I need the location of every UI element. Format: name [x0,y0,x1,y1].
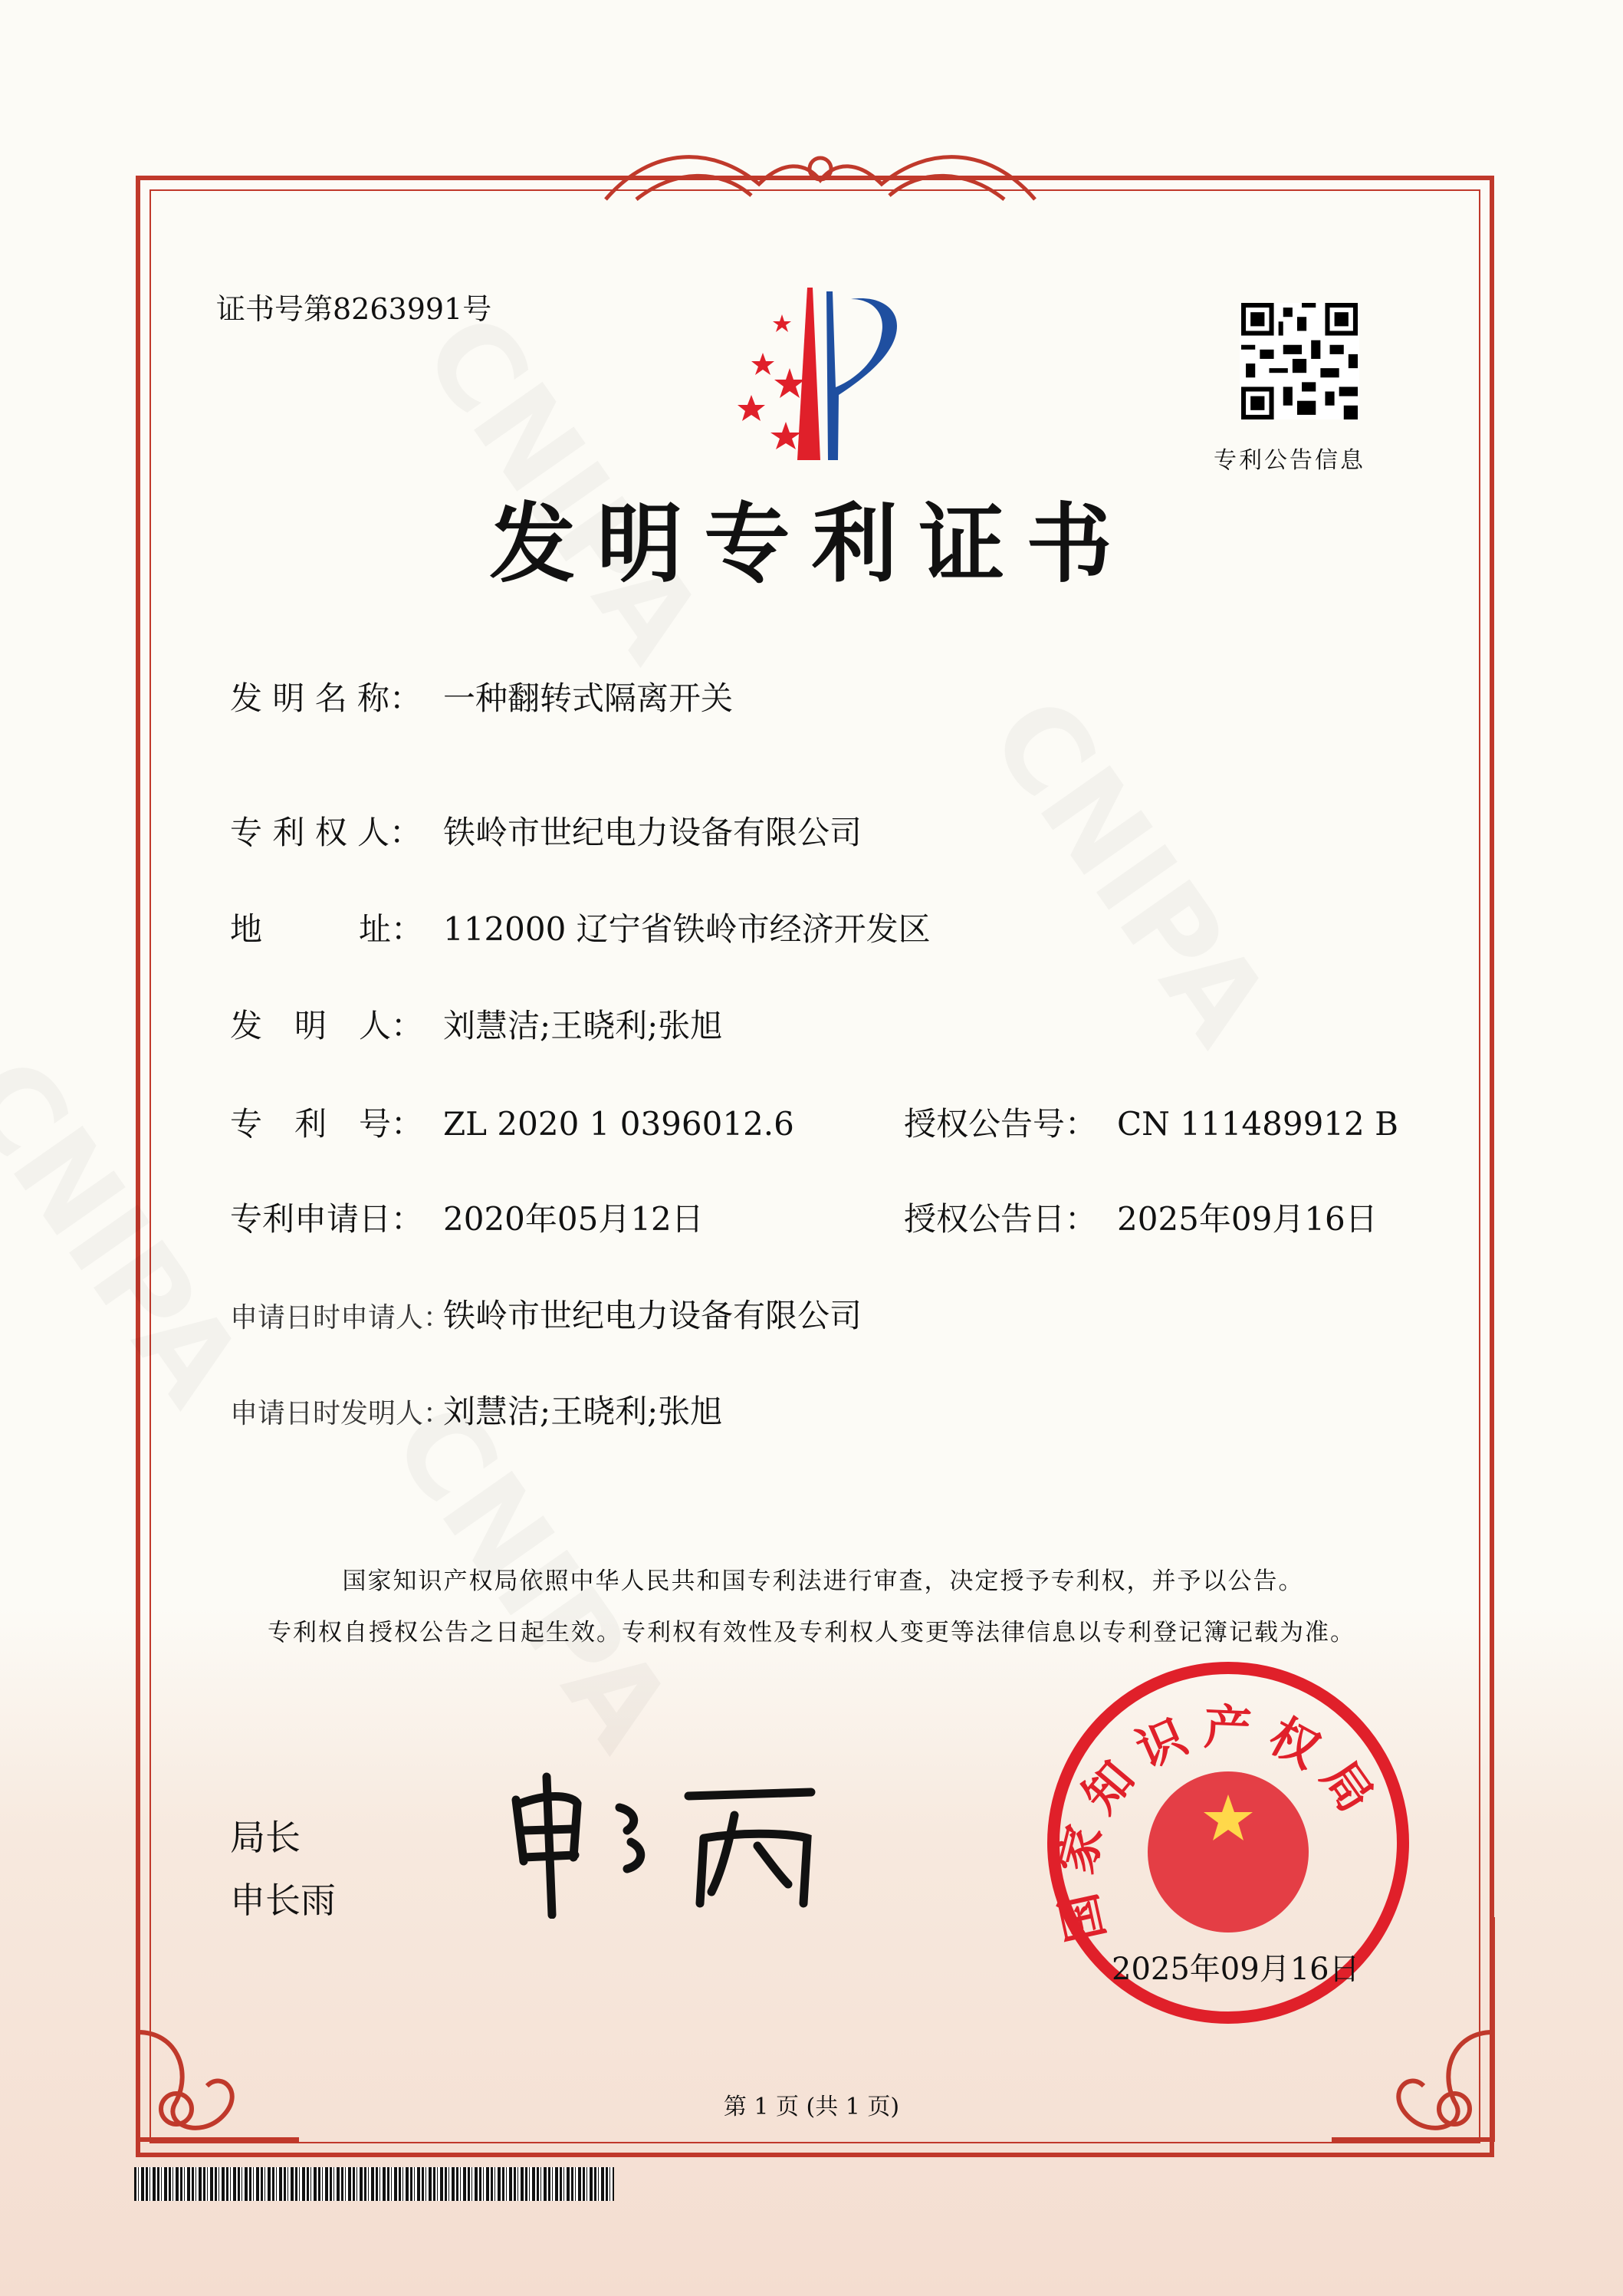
cnipa-logo [698,288,943,468]
field-inventors-at-filing: 申请日时发明人：刘慧洁;王晓利;张旭 [230,1393,723,1430]
field-application-date: 专利申请日： 2020年05月12日 [230,1200,704,1238]
ornament-top [590,138,1050,215]
field-grant-publication-number: 授权公告号： CN 111489912 B [904,1105,1398,1143]
field-grant-publication-date: 授权公告日： 2025年09月16日 [904,1200,1378,1238]
field-patentee: 专 利 权 人： 铁岭市世纪电力设备有限公司 [230,814,862,851]
statement-line: 专利权自授权公告之日起生效。专利权有效性及专利权人变更等法律信息以专利登记簿记载为准。 [268,1619,1355,1646]
qr-label: 专利公告信息 [1214,447,1365,474]
statement-line: 国家知识产权局依照中华人民共和国专利法进行审查，决定授予专利权，并予以公告。 [342,1567,1304,1595]
director-title: 局长 [230,1817,301,1858]
director-name: 申长雨 [230,1880,336,1921]
seal-text: 国家知识产权局 [1046,1699,1392,1947]
page-number: 第 1 页 (共 1 页) [723,2094,900,2120]
field-inventors: 发 明 人： 刘慧洁;王晓利;张旭 [230,1007,723,1044]
signature [504,1769,834,1919]
field-applicant-at-filing: 申请日时申请人：铁岭市世纪电力设备有限公司 [230,1297,862,1334]
barcode [134,2167,614,2201]
field-patent-number: 专 利 号： ZL 2020 1 0396012.6 [230,1105,794,1143]
seal-date: 2025年09月16日 [1112,1952,1360,1987]
qr-code[interactable] [1240,303,1359,419]
field-invention-name: 发 明 名 称： 一种翻转式隔离开关 [230,679,734,717]
certificate-number: 证书号第8263991号 [216,292,492,326]
field-address: 地 址： 112000 辽宁省铁岭市经济开发区 [230,910,931,948]
page-title: 发明专利证书 [489,495,1134,594]
